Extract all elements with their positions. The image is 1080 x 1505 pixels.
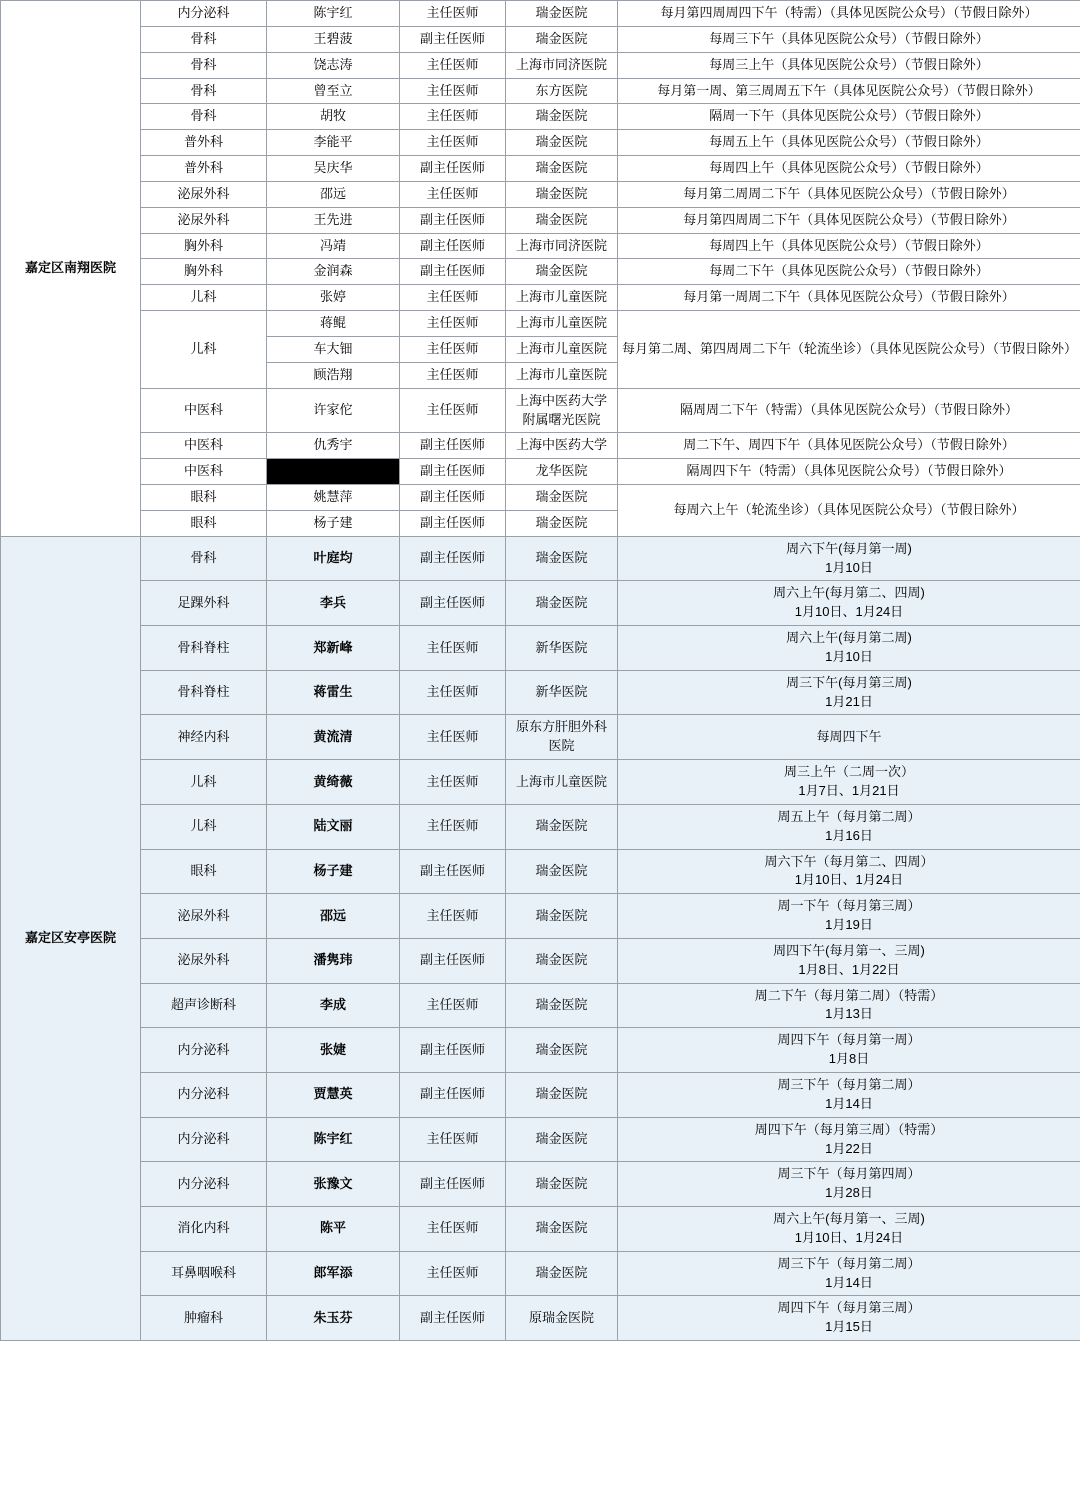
doctor-name-cell: 姚慧萍 bbox=[267, 485, 400, 511]
doctor-name-cell: 黄流清 bbox=[267, 715, 400, 760]
doctor-title-cell: 副主任医师 bbox=[400, 849, 506, 894]
source-hospital-cell: 瑞金医院 bbox=[506, 983, 618, 1028]
source-hospital-cell: 瑞金医院 bbox=[506, 1028, 618, 1073]
department-cell: 中医科 bbox=[141, 388, 267, 433]
doctor-name-cell: 郎军添 bbox=[267, 1251, 400, 1296]
doctor-name-cell: 朱玉芬 bbox=[267, 1296, 400, 1341]
doctor-name-cell: 邵远 bbox=[267, 181, 400, 207]
doctor-name-cell: 胡牧 bbox=[267, 104, 400, 130]
doctor-title-cell: 主任医师 bbox=[400, 626, 506, 671]
department-cell: 内分泌科 bbox=[141, 1117, 267, 1162]
table-row bbox=[1, 938, 1080, 983]
doctor-title-cell: 副主任医师 bbox=[400, 510, 506, 536]
doctor-name-cell: 张婕 bbox=[267, 1028, 400, 1073]
doctor-name-cell: 陈宇红 bbox=[267, 1, 400, 27]
table-row bbox=[1, 78, 1080, 104]
hospital-name-cell: 嘉定区南翔医院 bbox=[1, 1, 141, 537]
source-hospital-cell: 上海市儿童医院 bbox=[506, 311, 618, 337]
source-hospital-cell: 瑞金医院 bbox=[506, 1207, 618, 1252]
department-cell: 泌尿外科 bbox=[141, 207, 267, 233]
table-row bbox=[1, 207, 1080, 233]
doctor-name-cell: ████ bbox=[267, 459, 400, 485]
clinic-time-cell: 每周五上午（具体见医院公众号）（节假日除外） bbox=[618, 130, 1080, 156]
source-hospital-cell: 上海市儿童医院 bbox=[506, 336, 618, 362]
clinic-time-cell: 每月第一周周二下午（具体见医院公众号）（节假日除外） bbox=[618, 285, 1080, 311]
doctor-title-cell: 副主任医师 bbox=[400, 459, 506, 485]
department-cell: 骨科 bbox=[141, 104, 267, 130]
clinic-time-cell: 每周二下午（具体见医院公众号）（节假日除外） bbox=[618, 259, 1080, 285]
clinic-time-cell: 每周三上午（具体见医院公众号）（节假日除外） bbox=[618, 52, 1080, 78]
clinic-time-cell: 周一下午（每月第三周） 1月19日 bbox=[618, 894, 1080, 939]
department-cell: 儿科 bbox=[141, 285, 267, 311]
source-hospital-cell: 东方医院 bbox=[506, 78, 618, 104]
department-cell: 泌尿外科 bbox=[141, 894, 267, 939]
department-cell: 骨科 bbox=[141, 52, 267, 78]
clinic-time-cell: 每月第二周周二下午（具体见医院公众号）（节假日除外） bbox=[618, 181, 1080, 207]
doctor-name-cell: 张婷 bbox=[267, 285, 400, 311]
table-row bbox=[1, 894, 1080, 939]
clinic-time-cell: 周五上午（每月第二周） 1月16日 bbox=[618, 804, 1080, 849]
table-row bbox=[1, 104, 1080, 130]
source-hospital-cell: 上海中医药大学 bbox=[506, 433, 618, 459]
doctor-name-cell: 黄绮薇 bbox=[267, 760, 400, 805]
department-cell: 内分泌科 bbox=[141, 1162, 267, 1207]
department-cell: 普外科 bbox=[141, 130, 267, 156]
doctor-name-cell: 王先进 bbox=[267, 207, 400, 233]
doctor-name-cell: 车大钿 bbox=[267, 336, 400, 362]
department-cell: 骨科脊柱 bbox=[141, 670, 267, 715]
table-row bbox=[1, 715, 1080, 760]
table-row bbox=[1, 156, 1080, 182]
doctor-title-cell: 主任医师 bbox=[400, 362, 506, 388]
clinic-time-cell: 周四下午(每月第一、三周) 1月8日、1月22日 bbox=[618, 938, 1080, 983]
doctor-name-cell: 陈宇红 bbox=[267, 1117, 400, 1162]
doctor-title-cell: 主任医师 bbox=[400, 181, 506, 207]
department-cell: 内分泌科 bbox=[141, 1028, 267, 1073]
doctor-name-cell: 曾至立 bbox=[267, 78, 400, 104]
doctor-title-cell: 主任医师 bbox=[400, 804, 506, 849]
department-cell: 中医科 bbox=[141, 459, 267, 485]
clinic-time-cell: 每月第二周、第四周周二下午（轮流坐诊）（具体见医院公众号）（节假日除外） bbox=[618, 311, 1080, 389]
department-cell: 骨科 bbox=[141, 78, 267, 104]
table-row bbox=[1, 1251, 1080, 1296]
source-hospital-cell: 上海市儿童医院 bbox=[506, 362, 618, 388]
clinic-time-cell: 周三下午(每月第三周) 1月21日 bbox=[618, 670, 1080, 715]
department-cell: 普外科 bbox=[141, 156, 267, 182]
department-cell: 胸外科 bbox=[141, 259, 267, 285]
table-row bbox=[1, 485, 1080, 511]
clinic-time-cell: 周三上午（二周一次） 1月7日、1月21日 bbox=[618, 760, 1080, 805]
source-hospital-cell: 龙华医院 bbox=[506, 459, 618, 485]
clinic-time-cell: 每月第四周周四下午（特需）（具体见医院公众号）（节假日除外） bbox=[618, 1, 1080, 27]
source-hospital-cell: 上海市儿童医院 bbox=[506, 285, 618, 311]
doctor-name-cell: 蒋鲲 bbox=[267, 311, 400, 337]
source-hospital-cell: 上海市同济医院 bbox=[506, 233, 618, 259]
clinic-time-cell: 周六下午（每月第二、四周） 1月10日、1月24日 bbox=[618, 849, 1080, 894]
clinic-time-cell: 周三下午（每月第二周） 1月14日 bbox=[618, 1251, 1080, 1296]
doctor-name-cell: 邵远 bbox=[267, 894, 400, 939]
department-cell: 胸外科 bbox=[141, 233, 267, 259]
table-row bbox=[1, 1117, 1080, 1162]
department-cell: 骨科 bbox=[141, 536, 267, 581]
department-cell: 眼科 bbox=[141, 510, 267, 536]
doctor-title-cell: 主任医师 bbox=[400, 1117, 506, 1162]
doctor-name-cell: 郑新峰 bbox=[267, 626, 400, 671]
clinic-time-cell: 周二下午（每月第二周）（特需） 1月13日 bbox=[618, 983, 1080, 1028]
hospital-name-cell: 嘉定区安亭医院 bbox=[1, 536, 141, 1340]
doctor-name-cell: 李成 bbox=[267, 983, 400, 1028]
doctor-name-cell: 金润森 bbox=[267, 259, 400, 285]
doctor-title-cell: 主任医师 bbox=[400, 1, 506, 27]
doctor-name-cell: 吴庆华 bbox=[267, 156, 400, 182]
doctor-title-cell: 主任医师 bbox=[400, 760, 506, 805]
doctor-title-cell: 副主任医师 bbox=[400, 581, 506, 626]
table-row bbox=[1, 1072, 1080, 1117]
clinic-time-cell: 周六上午(每月第一、三周) 1月10日、1月24日 bbox=[618, 1207, 1080, 1252]
table-row bbox=[1, 581, 1080, 626]
department-cell: 超声诊断科 bbox=[141, 983, 267, 1028]
doctor-title-cell: 副主任医师 bbox=[400, 26, 506, 52]
doctor-title-cell: 副主任医师 bbox=[400, 1072, 506, 1117]
source-hospital-cell: 瑞金医院 bbox=[506, 156, 618, 182]
source-hospital-cell: 瑞金医院 bbox=[506, 1117, 618, 1162]
source-hospital-cell: 新华医院 bbox=[506, 670, 618, 715]
doctor-name-cell: 杨子建 bbox=[267, 849, 400, 894]
doctor-name-cell: 蒋雷生 bbox=[267, 670, 400, 715]
source-hospital-cell: 瑞金医院 bbox=[506, 849, 618, 894]
source-hospital-cell: 瑞金医院 bbox=[506, 536, 618, 581]
doctor-title-cell: 主任医师 bbox=[400, 670, 506, 715]
doctor-title-cell: 主任医师 bbox=[400, 1251, 506, 1296]
doctor-name-cell: 潘隽玮 bbox=[267, 938, 400, 983]
table-row bbox=[1, 1296, 1080, 1341]
department-cell: 消化内科 bbox=[141, 1207, 267, 1252]
table-row bbox=[1, 181, 1080, 207]
doctor-title-cell: 主任医师 bbox=[400, 388, 506, 433]
table-row bbox=[1, 388, 1080, 433]
department-cell: 儿科 bbox=[141, 804, 267, 849]
department-cell: 泌尿外科 bbox=[141, 938, 267, 983]
clinic-time-cell: 每周三下午（具体见医院公众号）（节假日除外） bbox=[618, 26, 1080, 52]
table-row bbox=[1, 433, 1080, 459]
clinic-time-cell: 每月第四周周二下午（具体见医院公众号）（节假日除外） bbox=[618, 207, 1080, 233]
department-cell: 足踝外科 bbox=[141, 581, 267, 626]
table-row bbox=[1, 1162, 1080, 1207]
department-cell: 神经内科 bbox=[141, 715, 267, 760]
table-row bbox=[1, 1207, 1080, 1252]
table-row bbox=[1, 311, 1080, 337]
department-cell: 内分泌科 bbox=[141, 1072, 267, 1117]
table-row bbox=[1, 983, 1080, 1028]
clinic-time-cell: 周三下午（每月第二周） 1月14日 bbox=[618, 1072, 1080, 1117]
source-hospital-cell: 上海市儿童医院 bbox=[506, 760, 618, 805]
clinic-time-cell: 周四下午（每月第一周） 1月8日 bbox=[618, 1028, 1080, 1073]
doctor-title-cell: 主任医师 bbox=[400, 894, 506, 939]
table-row bbox=[1, 670, 1080, 715]
clinic-time-cell: 每周四上午（具体见医院公众号）（节假日除外） bbox=[618, 233, 1080, 259]
doctor-name-cell: 冯靖 bbox=[267, 233, 400, 259]
clinic-time-cell: 每周六上午（轮流坐诊）（具体见医院公众号）（节假日除外） bbox=[618, 485, 1080, 537]
doctor-title-cell: 副主任医师 bbox=[400, 1162, 506, 1207]
source-hospital-cell: 瑞金医院 bbox=[506, 1, 618, 27]
source-hospital-cell: 瑞金医院 bbox=[506, 938, 618, 983]
doctor-title-cell: 主任医师 bbox=[400, 285, 506, 311]
clinic-time-cell: 周四下午（每月第三周） 1月15日 bbox=[618, 1296, 1080, 1341]
table-row bbox=[1, 849, 1080, 894]
clinic-time-cell: 周二下午、周四下午（具体见医院公众号）（节假日除外） bbox=[618, 433, 1080, 459]
table-row bbox=[1, 536, 1080, 581]
source-hospital-cell: 瑞金医院 bbox=[506, 510, 618, 536]
department-cell: 儿科 bbox=[141, 311, 267, 389]
clinic-time-cell: 每月第一周、第三周周五下午（具体见医院公众号）（节假日除外） bbox=[618, 78, 1080, 104]
doctor-name-cell: 贾慧英 bbox=[267, 1072, 400, 1117]
doctor-title-cell: 主任医师 bbox=[400, 52, 506, 78]
source-hospital-cell: 瑞金医院 bbox=[506, 130, 618, 156]
doctor-name-cell: 饶志涛 bbox=[267, 52, 400, 78]
department-cell: 泌尿外科 bbox=[141, 181, 267, 207]
clinic-time-cell: 隔周四下午（特需）（具体见医院公众号）（节假日除外） bbox=[618, 459, 1080, 485]
clinic-time-cell: 周三下午（每月第四周） 1月28日 bbox=[618, 1162, 1080, 1207]
clinic-time-cell: 周六上午(每月第二、四周) 1月10日、1月24日 bbox=[618, 581, 1080, 626]
clinic-time-cell: 隔周一下午（具体见医院公众号）（节假日除外） bbox=[618, 104, 1080, 130]
source-hospital-cell: 瑞金医院 bbox=[506, 1251, 618, 1296]
table-row bbox=[1, 259, 1080, 285]
doctor-title-cell: 主任医师 bbox=[400, 983, 506, 1028]
source-hospital-cell: 瑞金医院 bbox=[506, 485, 618, 511]
doctor-name-cell: 陆文丽 bbox=[267, 804, 400, 849]
department-cell: 骨科脊柱 bbox=[141, 626, 267, 671]
table-row bbox=[1, 130, 1080, 156]
department-cell: 儿科 bbox=[141, 760, 267, 805]
doctor-name-cell: 叶庭均 bbox=[267, 536, 400, 581]
table-row bbox=[1, 52, 1080, 78]
doctor-name-cell: 顾浩翔 bbox=[267, 362, 400, 388]
doctor-name-cell: 李能平 bbox=[267, 130, 400, 156]
doctor-title-cell: 副主任医师 bbox=[400, 259, 506, 285]
doctor-title-cell: 主任医师 bbox=[400, 336, 506, 362]
clinic-time-cell: 每周四上午（具体见医院公众号）（节假日除外） bbox=[618, 156, 1080, 182]
clinic-time-cell: 每周四下午 bbox=[618, 715, 1080, 760]
doctor-name-cell: 陈平 bbox=[267, 1207, 400, 1252]
source-hospital-cell: 瑞金医院 bbox=[506, 1162, 618, 1207]
doctor-name-cell: 许家佗 bbox=[267, 388, 400, 433]
source-hospital-cell: 原东方肝胆外科医院 bbox=[506, 715, 618, 760]
doctor-title-cell: 主任医师 bbox=[400, 130, 506, 156]
source-hospital-cell: 瑞金医院 bbox=[506, 894, 618, 939]
table-row bbox=[1, 804, 1080, 849]
doctor-title-cell: 副主任医师 bbox=[400, 156, 506, 182]
doctor-title-cell: 主任医师 bbox=[400, 104, 506, 130]
doctor-title-cell: 副主任医师 bbox=[400, 233, 506, 259]
source-hospital-cell: 瑞金医院 bbox=[506, 26, 618, 52]
doctor-title-cell: 副主任医师 bbox=[400, 207, 506, 233]
department-cell: 耳鼻咽喉科 bbox=[141, 1251, 267, 1296]
doctor-title-cell: 副主任医师 bbox=[400, 1296, 506, 1341]
source-hospital-cell: 原瑞金医院 bbox=[506, 1296, 618, 1341]
doctor-title-cell: 主任医师 bbox=[400, 78, 506, 104]
table-row bbox=[1, 285, 1080, 311]
doctor-title-cell: 副主任医师 bbox=[400, 485, 506, 511]
source-hospital-cell: 瑞金医院 bbox=[506, 1072, 618, 1117]
department-cell: 中医科 bbox=[141, 433, 267, 459]
doctor-name-cell: 王碧菠 bbox=[267, 26, 400, 52]
department-cell: 眼科 bbox=[141, 849, 267, 894]
table-row bbox=[1, 1028, 1080, 1073]
source-hospital-cell: 上海市同济医院 bbox=[506, 52, 618, 78]
clinic-time-cell: 周四下午（每月第三周）（特需） 1月22日 bbox=[618, 1117, 1080, 1162]
department-cell: 眼科 bbox=[141, 485, 267, 511]
source-hospital-cell: 瑞金医院 bbox=[506, 259, 618, 285]
table-row bbox=[1, 459, 1080, 485]
department-cell: 内分泌科 bbox=[141, 1, 267, 27]
doctor-name-cell: 仇秀宇 bbox=[267, 433, 400, 459]
source-hospital-cell: 瑞金医院 bbox=[506, 104, 618, 130]
table-row bbox=[1, 26, 1080, 52]
table-row bbox=[1, 233, 1080, 259]
clinic-time-cell: 周六上午(每月第二周) 1月10日 bbox=[618, 626, 1080, 671]
clinic-time-cell: 周六下午(每月第一周) 1月10日 bbox=[618, 536, 1080, 581]
doctor-title-cell: 副主任医师 bbox=[400, 938, 506, 983]
doctor-title-cell: 主任医师 bbox=[400, 1207, 506, 1252]
doctor-title-cell: 副主任医师 bbox=[400, 433, 506, 459]
doctor-title-cell: 副主任医师 bbox=[400, 1028, 506, 1073]
doctor-name-cell: 张豫文 bbox=[267, 1162, 400, 1207]
doctor-title-cell: 副主任医师 bbox=[400, 536, 506, 581]
doctor-title-cell: 主任医师 bbox=[400, 311, 506, 337]
doctor-name-cell: 杨子建 bbox=[267, 510, 400, 536]
doctor-title-cell: 主任医师 bbox=[400, 715, 506, 760]
table-row bbox=[1, 626, 1080, 671]
source-hospital-cell: 瑞金医院 bbox=[506, 181, 618, 207]
table-row bbox=[1, 1, 1080, 27]
table-row bbox=[1, 760, 1080, 805]
department-cell: 骨科 bbox=[141, 26, 267, 52]
source-hospital-cell: 瑞金医院 bbox=[506, 581, 618, 626]
source-hospital-cell: 上海中医药大学附属曙光医院 bbox=[506, 388, 618, 433]
doctor-name-cell: 李兵 bbox=[267, 581, 400, 626]
department-cell: 肿瘤科 bbox=[141, 1296, 267, 1341]
clinic-time-cell: 隔周周二下午（特需）（具体见医院公众号）（节假日除外） bbox=[618, 388, 1080, 433]
source-hospital-cell: 瑞金医院 bbox=[506, 207, 618, 233]
source-hospital-cell: 瑞金医院 bbox=[506, 804, 618, 849]
source-hospital-cell: 新华医院 bbox=[506, 626, 618, 671]
